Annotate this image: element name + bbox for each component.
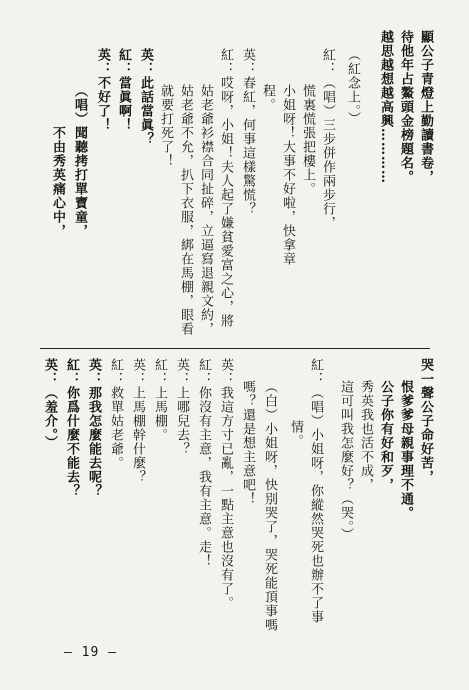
dialogue-line: 英：我這方寸已亂，一點主意也沒有了。 (218, 358, 233, 610)
dialogue-line: 姑老爺衫襟合同扯碎，立逼寫退親文約， (198, 84, 213, 336)
verse-line: 待他年占鰲頭金榜題名。 (398, 30, 413, 184)
dialogue-line: 英：此話當眞？ (138, 48, 153, 146)
dialogue-line: 英：上馬棚幹什麼？ (130, 358, 145, 484)
dialogue-line: 嗎？還是想主意吧！ (240, 380, 255, 506)
dialogue-line: 英：春紅，何事這樣驚慌？ (240, 48, 255, 216)
verse-line: 越思越想越高興………… (378, 30, 393, 184)
dialogue-line: 紅：當眞啊！ (116, 48, 131, 132)
verse-line: 顯公子青燈上勤讀書卷， (418, 30, 433, 184)
section-divider (40, 348, 430, 349)
verse-line: 公子你有好和歹， (378, 380, 393, 492)
page-number: — 19 — (64, 645, 117, 660)
dialogue-line: 紅：（唱）三步併作兩步行， (320, 48, 335, 230)
dialogue-line: 紅：你沒有主意，我有主意。走！ (196, 358, 211, 568)
dialogue-line: 情。 (288, 420, 303, 448)
verse-line: 不由秀英痛心中， (50, 126, 65, 238)
verse-line: 恨爹爹母親事理不通。 (398, 380, 413, 520)
verse-line: 秀英我也活不成， (358, 380, 373, 492)
dialogue-line: 紅：救單姑老爺。 (108, 358, 123, 470)
verse-line: 慌裏慌張把樓上。 (300, 84, 315, 196)
dialogue-line: 紅：你爲什麼不能去？ (64, 358, 79, 498)
verse-line: （唱）聞聽拷打單寶童， (72, 84, 87, 238)
dialogue-line: 就要打死了！ (158, 84, 173, 168)
dialogue-line: 程。 (260, 84, 275, 112)
dialogue-line: 英：上哪兒去？ (174, 358, 189, 456)
dialogue-line: 姑老爺不允，扒下衣服，綁在馬棚，眼看 (178, 84, 193, 336)
dialogue-line: 紅：（唱）小姐呀，你縱然哭死也辦不了事 (308, 358, 323, 624)
dialogue-line: （白）小姐呀，快別哭了，哭死能頂事嗎 (262, 380, 277, 632)
stage-direction: （紅念上。） (345, 48, 360, 126)
dialogue-line: 紅：上馬棚。 (152, 358, 167, 442)
dialogue-line: 英：不好了！ (95, 48, 110, 132)
verse-line: 哭一聲公子命好苦， (418, 358, 433, 484)
dialogue-line: 紅：哎呀，小姐！夫人起了嫌貧愛富之心，將 (218, 48, 233, 328)
dialogue-line: 小姐呀！大事不好啦，快拿章 (280, 84, 295, 266)
dialogue-line: 英：（羞介。） (42, 358, 57, 450)
verse-line: 這可叫我怎麼好？（哭。） (338, 380, 353, 542)
dialogue-line: 英：那我怎麼能去呢？ (86, 358, 101, 498)
